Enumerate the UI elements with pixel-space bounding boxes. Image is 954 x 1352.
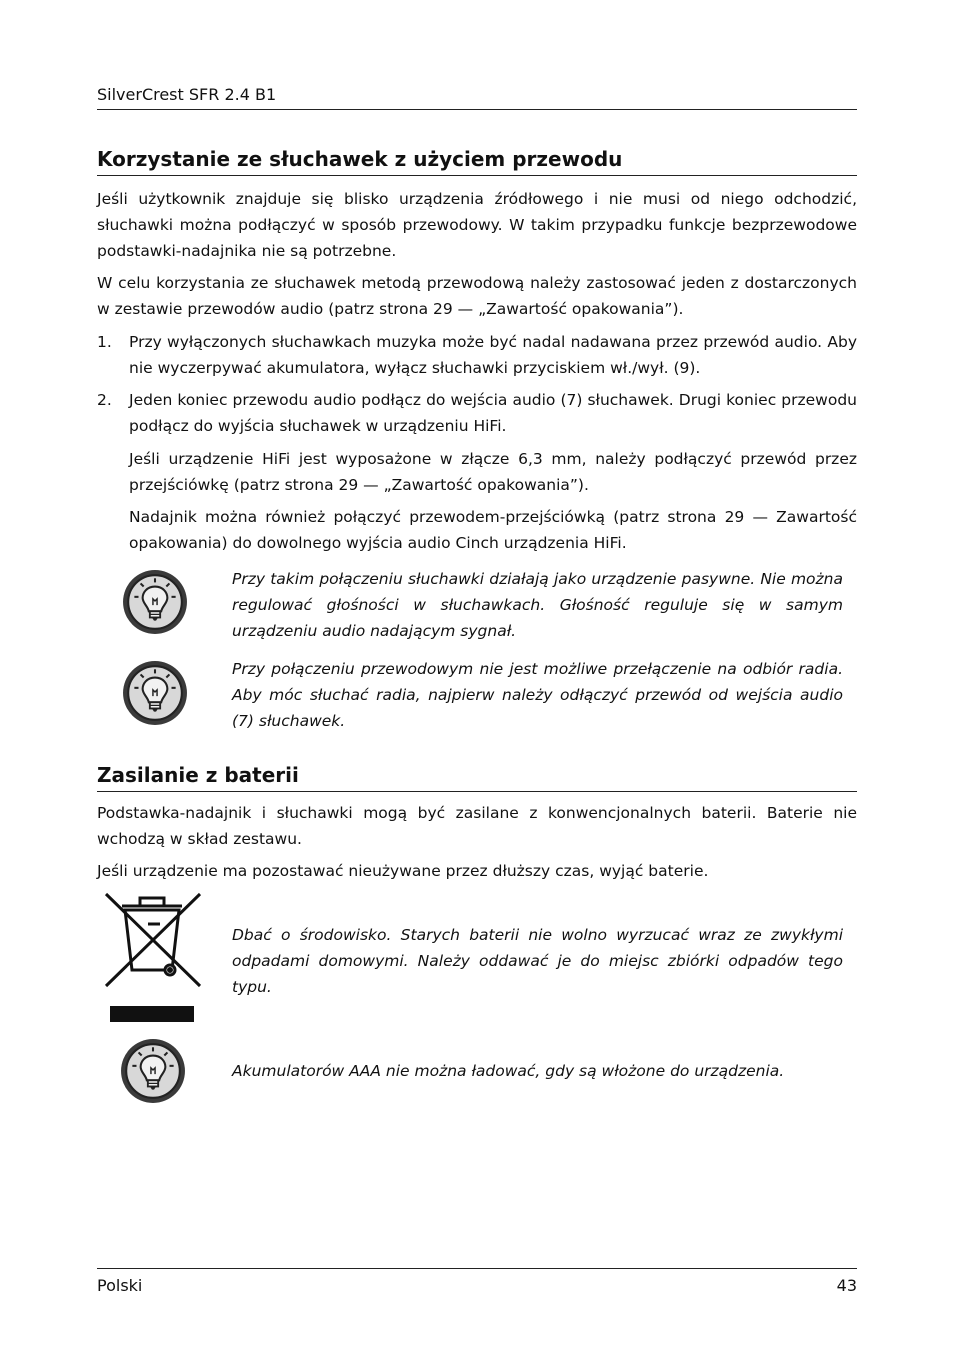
paragraph: W celu korzystania ze słuchawek metodą przewodową należy zastosować jeden z dostarczonych w zestawie przewodów audio (patrz strona 29 — „Zawartość opakowania”). bbox=[97, 274, 857, 318]
running-footer bbox=[97, 1268, 857, 1295]
section-title-battery: Zasilanie z baterii bbox=[97, 762, 857, 792]
list-text: Jeden koniec przewodu audio podłącz do wejścia audio (7) słuchawek. Drugi koniec przewodu podłącz do wyjścia słuchawek w urządzeniu HiFi. bbox=[129, 391, 857, 435]
list-number: 1. bbox=[97, 333, 112, 351]
tip-note: Akumulatorów AAA nie można ładować, gdy są włożone do urządzenia. bbox=[232, 1062, 785, 1080]
crossed-out-bin-icon bbox=[100, 892, 204, 1026]
lightbulb-icon bbox=[122, 660, 188, 726]
environment-note: Dbać o środowisko. Starych baterii nie wolno wyrzucać wraz ze zwykłymi odpadami domowymi. Należy oddawać je do miejsc zbiórki odpadów tego typu. bbox=[232, 926, 843, 996]
tip-note: Przy połączeniu przewodowym nie jest możliwe przełączenie na odbiór radia. Aby móc słuchać radia, najpierw należy odłączyć przewód od wejścia audio (7) słuchawek. bbox=[232, 660, 843, 730]
lightbulb-icon bbox=[122, 569, 188, 635]
paragraph: Podstawka-nadajnik i słuchawki mogą być zasilane z konwencjonalnych baterii. Baterie nie wchodzą w skład zestawu. bbox=[97, 804, 857, 848]
lightbulb-icon bbox=[120, 1038, 186, 1104]
sub-paragraph: Nadajnik można również połączyć przewodem-przejściówką (patrz strona 29 — Zawartość opakowania) do dowolnego wyjścia audio Cinch urządzenia HiFi. bbox=[129, 508, 857, 552]
tip-note: Przy takim połączeniu słuchawki działają jako urządzenie pasywne. Nie można regulować głośności w słuchawkach. Głośność reguluje się w samym urządzeniu audio nadającym sygnał. bbox=[232, 570, 843, 640]
paragraph: Jeśli urządzenie ma pozostawać nieużywane przez dłuższy czas, wyjąć baterie. bbox=[97, 862, 709, 880]
paragraph: Jeśli użytkownik znajduje się blisko urządzenia źródłowego i nie musi od niego odchodzić, słuchawki można podłączyć w sposób przewodowy. W takim przypadku funkcje bezprzewodowe podstawki-nadajnika nie są potrzebne. bbox=[97, 190, 857, 260]
running-header: SilverCrest SFR 2.4 B1 bbox=[97, 84, 857, 110]
footer-language: Polski bbox=[97, 1276, 143, 1295]
page-number: 43 bbox=[836, 1276, 857, 1295]
section-title-wired: Korzystanie ze słuchawek z użyciem przewodu bbox=[97, 146, 857, 176]
list-text: Przy wyłączonych słuchawkach muzyka może być nadal nadawana przez przewód audio. Aby nie wyczerpywać akumulatora, wyłącz słuchawki przyciskiem wł./wył. (9). bbox=[129, 333, 857, 377]
list-number: 2. bbox=[97, 391, 112, 409]
sub-paragraph: Jeśli urządzenie HiFi jest wyposażone w złącze 6,3 mm, należy podłączyć przewód przez przejściówkę (patrz strona 29 — „Zawartość opakowania”). bbox=[129, 450, 857, 494]
